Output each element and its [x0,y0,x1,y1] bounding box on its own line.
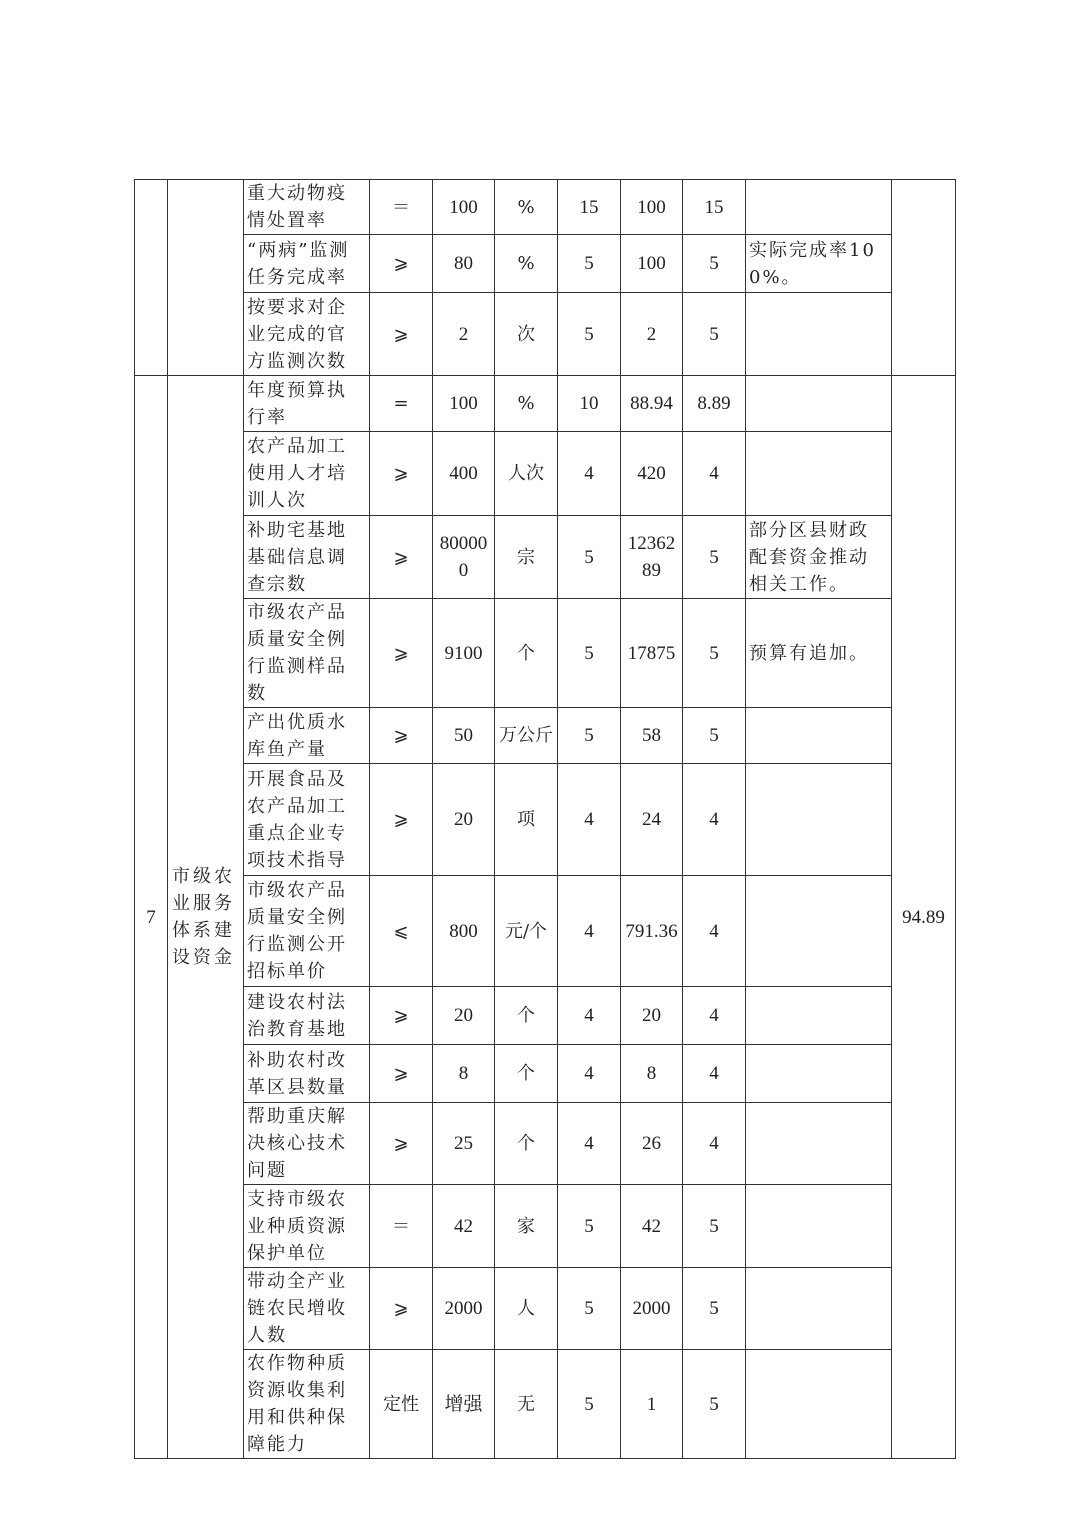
op-cell: 定性 [370,1350,433,1459]
unit-cell: 个 [495,1103,558,1185]
weight-cell: 5 [558,1268,621,1350]
table-row [135,1103,956,1185]
unit-cell: 个 [495,1045,558,1103]
table-row [135,235,956,293]
note-cell [746,876,892,987]
op-cell: ⩾ [370,987,433,1045]
actual-cell: 24 [621,764,683,876]
target-cell: 20 [433,987,495,1045]
indicator-cell: 市级农产品质量安全例行监测公开招标单价 [244,876,370,987]
weight-cell: 4 [558,1103,621,1185]
weight-cell: 5 [558,235,621,293]
indicator-cell: 农产品加工使用人才培训人次 [244,432,370,516]
actual-cell: 2000 [621,1268,683,1350]
unit-cell: 万公斤 [495,708,558,764]
table-row [135,180,956,235]
unit-cell: 人 [495,1268,558,1350]
target-cell: 80 [433,235,495,293]
weight-cell: 5 [558,708,621,764]
score-cell: 5 [683,293,746,376]
score-cell: 4 [683,876,746,987]
total-score-cell: 94.89 [892,376,956,1459]
note-cell [746,180,892,235]
note-cell [746,1103,892,1185]
unit-cell: 项 [495,764,558,876]
indicator-cell: 支持市级农业种质资源保护单位 [244,1185,370,1268]
target-cell: 25 [433,1103,495,1185]
target-cell: 800 [433,876,495,987]
performance-table [134,179,956,1459]
indicator-cell: 市级农产品质量安全例行监测样品数 [244,599,370,708]
indicator-cell: 开展食品及农产品加工重点企业专项技术指导 [244,764,370,876]
indicator-cell: 帮助重庆解决核心技术问题 [244,1103,370,1185]
weight-cell: 15 [558,180,621,235]
note-cell [746,1350,892,1459]
weight-cell: 4 [558,876,621,987]
unit-cell: 宗 [495,516,558,599]
note-cell [746,1185,892,1268]
actual-cell: 58 [621,708,683,764]
indicator-cell: 重大动物疫情处置率 [244,180,370,235]
seq-cell [135,180,168,376]
score-cell: 5 [683,1350,746,1459]
indicator-cell: 补助农村改革区县数量 [244,1045,370,1103]
table-row [135,516,956,599]
project-cell [168,180,244,376]
weight-cell: 5 [558,1185,621,1268]
table-row [135,876,956,987]
score-cell: 5 [683,1268,746,1350]
actual-cell: 2 [621,293,683,376]
op-cell: ⩾ [370,599,433,708]
score-cell: 4 [683,432,746,516]
target-cell: 100 [433,180,495,235]
op-cell: ⩽ [370,876,433,987]
table-row [135,1045,956,1103]
actual-cell: 42 [621,1185,683,1268]
actual-cell: 791.36 [621,876,683,987]
actual-cell: 100 [621,180,683,235]
op-cell: ⩾ [370,1045,433,1103]
score-cell: 4 [683,1045,746,1103]
op-cell: ＝ [370,1185,433,1268]
actual-cell: 88.94 [621,376,683,432]
table-row [135,599,956,708]
score-cell: 8.89 [683,376,746,432]
indicator-cell: 产出优质水库鱼产量 [244,708,370,764]
indicator-cell: 建设农村法治教育基地 [244,987,370,1045]
score-cell: 4 [683,987,746,1045]
op-cell: ⩾ [370,516,433,599]
table-row [135,708,956,764]
note-cell [746,293,892,376]
target-cell: 2 [433,293,495,376]
weight-cell: 4 [558,764,621,876]
actual-cell: 8 [621,1045,683,1103]
unit-cell: 元/个 [495,876,558,987]
table-row [135,376,956,432]
project-cell: 市级农业服务体系建设资金 [168,376,244,1459]
target-cell: 100 [433,376,495,432]
weight-cell: 4 [558,987,621,1045]
note-cell [746,708,892,764]
weight-cell: 5 [558,1350,621,1459]
unit-cell: 无 [495,1350,558,1459]
table-body [135,180,956,1459]
unit-cell: 个 [495,987,558,1045]
weight-cell: 4 [558,1045,621,1103]
target-cell: 2000 [433,1268,495,1350]
note-cell: 部分区县财政配套资金推动相关工作。 [746,516,892,599]
score-cell: 5 [683,1185,746,1268]
actual-cell: 26 [621,1103,683,1185]
score-cell: 5 [683,235,746,293]
target-cell: 42 [433,1185,495,1268]
table-row [135,432,956,516]
unit-cell: 人次 [495,432,558,516]
table-row [135,1185,956,1268]
indicator-cell: 带动全产业链农民增收人数 [244,1268,370,1350]
target-cell: 8 [433,1045,495,1103]
note-cell [746,376,892,432]
note-cell [746,432,892,516]
weight-cell: 10 [558,376,621,432]
indicator-cell: 农作物种质资源收集利用和供种保障能力 [244,1350,370,1459]
indicator-cell: 按要求对企业完成的官方监测次数 [244,293,370,376]
weight-cell: 5 [558,599,621,708]
seq-cell: 7 [135,376,168,1459]
actual-cell: 1236289 [621,516,683,599]
indicator-cell: 补助宅基地基础信息调查宗数 [244,516,370,599]
op-cell: ⩾ [370,1268,433,1350]
target-cell: 400 [433,432,495,516]
table-row [135,1350,956,1459]
actual-cell: 20 [621,987,683,1045]
score-cell: 5 [683,516,746,599]
target-cell: 800000 [433,516,495,599]
score-cell: 4 [683,1103,746,1185]
table-row [135,987,956,1045]
unit-cell: % [495,180,558,235]
actual-cell: 17875 [621,599,683,708]
target-cell: 20 [433,764,495,876]
unit-cell: 次 [495,293,558,376]
actual-cell: 420 [621,432,683,516]
unit-cell: % [495,376,558,432]
unit-cell: % [495,235,558,293]
note-cell: 实际完成率100%。 [746,235,892,293]
score-cell: 4 [683,764,746,876]
table-row [135,1268,956,1350]
note-cell [746,1045,892,1103]
weight-cell: 4 [558,432,621,516]
note-cell [746,764,892,876]
actual-cell: 100 [621,235,683,293]
score-cell: 15 [683,180,746,235]
op-cell: ⩾ [370,432,433,516]
score-cell: 5 [683,599,746,708]
note-cell [746,987,892,1045]
table-row [135,764,956,876]
weight-cell: 5 [558,516,621,599]
unit-cell: 家 [495,1185,558,1268]
note-cell: 预算有追加。 [746,599,892,708]
op-cell: ＝ [370,180,433,235]
total-score-cell [892,180,956,376]
table-row [135,293,956,376]
op-cell: ⩾ [370,235,433,293]
op-cell: ⩾ [370,1103,433,1185]
weight-cell: 5 [558,293,621,376]
note-cell [746,1268,892,1350]
indicator-cell: “两病”监测任务完成率 [244,235,370,293]
unit-cell: 个 [495,599,558,708]
actual-cell: 1 [621,1350,683,1459]
target-cell: 50 [433,708,495,764]
target-cell: 增强 [433,1350,495,1459]
op-cell: ⩾ [370,293,433,376]
target-cell: 9100 [433,599,495,708]
score-cell: 5 [683,708,746,764]
op-cell: ⩾ [370,708,433,764]
op-cell: = [370,376,433,432]
indicator-cell: 年度预算执行率 [244,376,370,432]
op-cell: ⩾ [370,764,433,876]
